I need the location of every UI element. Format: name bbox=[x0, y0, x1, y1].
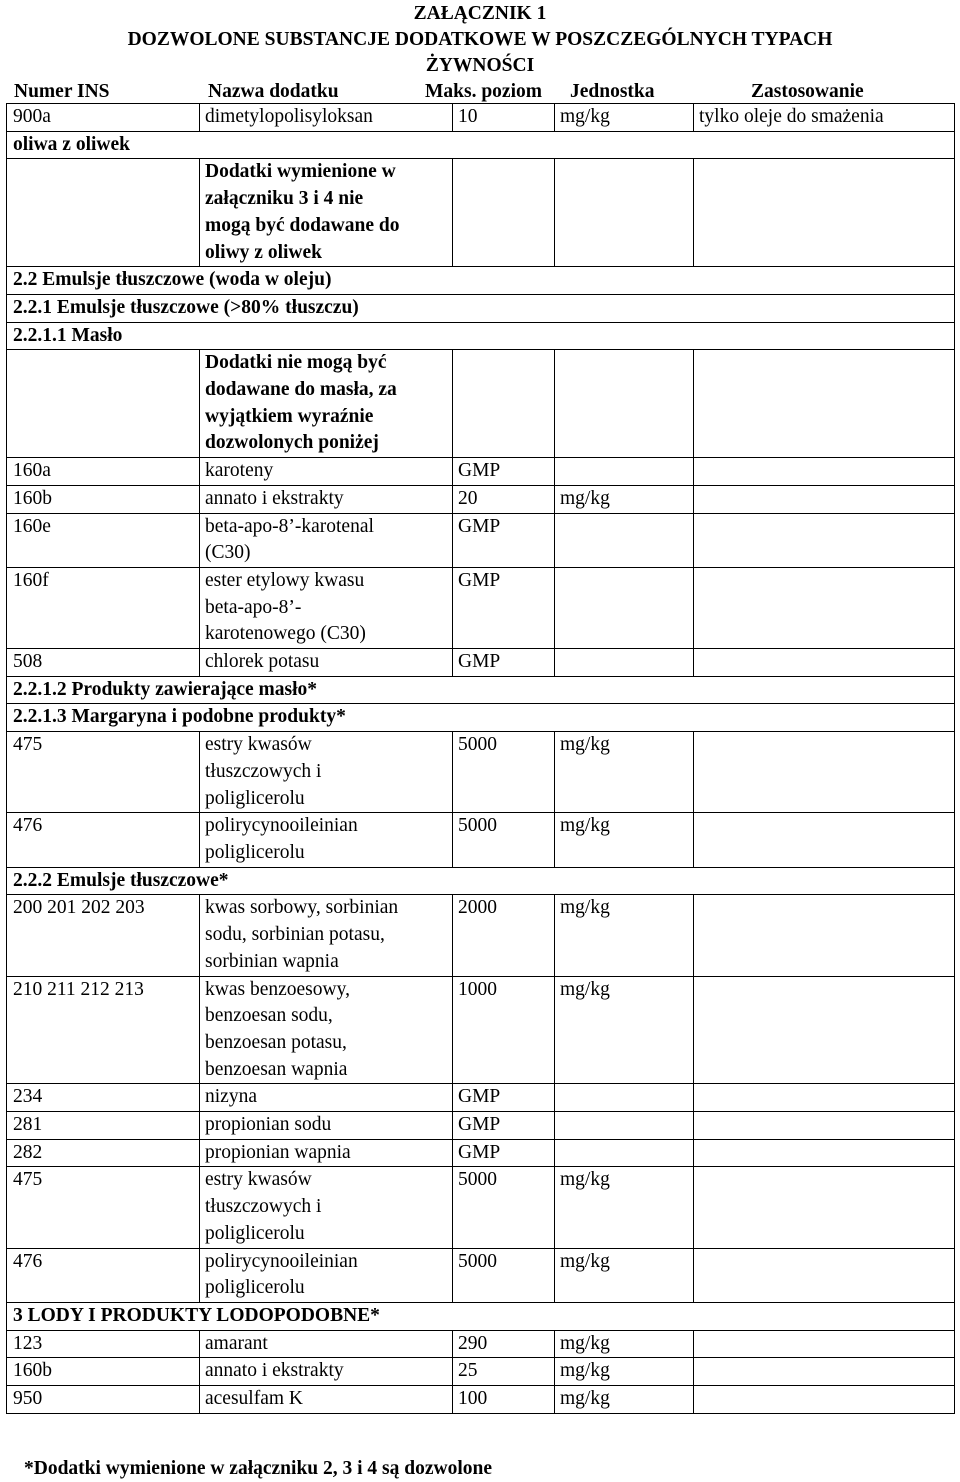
section-heading: 2.2.1.3 Margaryna i podobne produkty* bbox=[7, 704, 955, 732]
cell-ins: 508 bbox=[7, 649, 200, 677]
table-row bbox=[7, 485, 955, 513]
cell-level: GMP bbox=[453, 458, 555, 486]
section-heading: 2.2.1.2 Produkty zawierające masło* bbox=[7, 676, 955, 704]
cell-unit: mg/kg bbox=[555, 104, 694, 132]
cell-ins: 281 bbox=[7, 1112, 200, 1140]
cell-unit bbox=[555, 159, 694, 267]
footnote: *Dodatki wymienione w załączniku 2, 3 i 4 są dozwolone bbox=[24, 1458, 493, 1479]
table-row bbox=[7, 131, 955, 159]
doc-title: ZAŁĄCZNIK 1 bbox=[413, 3, 547, 24]
cell-ins: 160f bbox=[7, 567, 200, 648]
cell-use bbox=[694, 513, 955, 567]
table-row bbox=[7, 1248, 955, 1302]
cell-unit: mg/kg bbox=[555, 976, 694, 1084]
table-row bbox=[7, 1084, 955, 1112]
doc-subtitle: DOZWOLONE SUBSTANCJE DODATKOWE W POSZCZEGÓLNYCH TYPACH bbox=[127, 29, 833, 50]
cell-name: dimetylopolisyloksan bbox=[200, 104, 453, 132]
cell-level: 25 bbox=[453, 1358, 555, 1386]
cell-use bbox=[694, 1139, 955, 1167]
table-row bbox=[7, 267, 955, 295]
section-heading: 2.2.1.1 Masło bbox=[7, 322, 955, 350]
cell-use bbox=[694, 732, 955, 813]
doc-subtitle-2: ŻYWNOŚCI bbox=[425, 55, 535, 76]
table-row bbox=[7, 294, 955, 322]
cell-unit: mg/kg bbox=[555, 732, 694, 813]
cell-unit bbox=[555, 649, 694, 677]
table-row bbox=[7, 732, 955, 813]
table-row bbox=[7, 567, 955, 648]
cell-ins: 475 bbox=[7, 732, 200, 813]
note-text: Dodatki wymienione w załączniku 3 i 4 nie mogą być dodawane do oliwy z oliwek bbox=[200, 159, 453, 267]
additives-table-body bbox=[7, 104, 955, 1414]
cell-unit bbox=[555, 1084, 694, 1112]
cell-name: nizyna bbox=[200, 1084, 453, 1112]
cell-ins: 160a bbox=[7, 458, 200, 486]
cell-unit: mg/kg bbox=[555, 1330, 694, 1358]
table-row bbox=[7, 704, 955, 732]
cell-name: acesulfam K bbox=[200, 1386, 453, 1414]
cell-unit: mg/kg bbox=[555, 1167, 694, 1248]
cell-unit bbox=[555, 1139, 694, 1167]
table-row bbox=[7, 1112, 955, 1140]
table-row bbox=[7, 867, 955, 895]
cell-level: GMP bbox=[453, 567, 555, 648]
cell-unit bbox=[555, 513, 694, 567]
cell-level: GMP bbox=[453, 1084, 555, 1112]
cell-use bbox=[694, 976, 955, 1084]
cell-ins: 160b bbox=[7, 1358, 200, 1386]
cell-use bbox=[694, 1084, 955, 1112]
cell-unit: mg/kg bbox=[555, 813, 694, 867]
cell-unit bbox=[555, 350, 694, 458]
cell-name: kwas benzoesowy, benzoesan sodu, benzoesan potasu, benzoesan wapnia bbox=[200, 976, 453, 1084]
cell-level bbox=[453, 159, 555, 267]
cell-ins bbox=[7, 159, 200, 267]
cell-level: 100 bbox=[453, 1386, 555, 1414]
cell-level: GMP bbox=[453, 649, 555, 677]
table-row bbox=[7, 322, 955, 350]
table-row bbox=[7, 1167, 955, 1248]
cell-level: 10 bbox=[453, 104, 555, 132]
cell-ins: 160e bbox=[7, 513, 200, 567]
cell-name: chlorek potasu bbox=[200, 649, 453, 677]
cell-use bbox=[694, 1358, 955, 1386]
table-row bbox=[7, 813, 955, 867]
table-row bbox=[7, 895, 955, 976]
table-row bbox=[7, 649, 955, 677]
cell-name: kwas sorbowy, sorbinian sodu, sorbinian potasu, sorbinian wapnia bbox=[200, 895, 453, 976]
cell-unit: mg/kg bbox=[555, 1386, 694, 1414]
cell-level bbox=[453, 350, 555, 458]
cell-level: 2000 bbox=[453, 895, 555, 976]
cell-level: 5000 bbox=[453, 813, 555, 867]
cell-ins: 282 bbox=[7, 1139, 200, 1167]
cell-name: ester etylowy kwasu beta-apo-8’- karotenowego (C30) bbox=[200, 567, 453, 648]
cell-ins: 210 211 212 213 bbox=[7, 976, 200, 1084]
cell-name: estry kwasów tłuszczowych i poliglicerolu bbox=[200, 1167, 453, 1248]
cell-use bbox=[694, 1330, 955, 1358]
table-row bbox=[7, 513, 955, 567]
cell-name: estry kwasów tłuszczowych i poliglicerolu bbox=[200, 732, 453, 813]
section-heading: 2.2 Emulsje tłuszczowe (woda w oleju) bbox=[7, 267, 955, 295]
cell-use bbox=[694, 813, 955, 867]
cell-name: annato i ekstrakty bbox=[200, 485, 453, 513]
section-heading: 3 LODY I PRODUKTY LODOPODOBNE* bbox=[7, 1302, 955, 1330]
table-row bbox=[7, 976, 955, 1084]
cell-use bbox=[694, 485, 955, 513]
cell-unit bbox=[555, 567, 694, 648]
cell-ins bbox=[7, 350, 200, 458]
cell-level: 5000 bbox=[453, 1248, 555, 1302]
cell-use bbox=[694, 1112, 955, 1140]
cell-unit: mg/kg bbox=[555, 1358, 694, 1386]
cell-name: polirycynooileinian poliglicerolu bbox=[200, 813, 453, 867]
cell-level: 5000 bbox=[453, 1167, 555, 1248]
cell-unit: mg/kg bbox=[555, 1248, 694, 1302]
section-heading: oliwa z oliwek bbox=[7, 131, 955, 159]
section-heading: 2.2.2 Emulsje tłuszczowe* bbox=[7, 867, 955, 895]
cell-use bbox=[694, 350, 955, 458]
cell-level: 5000 bbox=[453, 732, 555, 813]
cell-level: GMP bbox=[453, 513, 555, 567]
cell-use bbox=[694, 649, 955, 677]
cell-name: beta-apo-8’-karotenal (C30) bbox=[200, 513, 453, 567]
cell-use bbox=[694, 1386, 955, 1414]
cell-level: GMP bbox=[453, 1112, 555, 1140]
table-row bbox=[7, 676, 955, 704]
col-header-unit: Jednostka bbox=[570, 81, 655, 102]
cell-use bbox=[694, 458, 955, 486]
col-header-ins: Numer INS bbox=[14, 81, 110, 102]
cell-ins: 160b bbox=[7, 485, 200, 513]
table-row bbox=[7, 1302, 955, 1330]
cell-use bbox=[694, 159, 955, 267]
cell-ins: 476 bbox=[7, 813, 200, 867]
cell-unit: mg/kg bbox=[555, 895, 694, 976]
col-header-level: Maks. poziom bbox=[425, 81, 542, 102]
cell-level: GMP bbox=[453, 1139, 555, 1167]
cell-ins: 900a bbox=[7, 104, 200, 132]
cell-unit bbox=[555, 458, 694, 486]
section-heading: 2.2.1 Emulsje tłuszczowe (>80% tłuszczu) bbox=[7, 294, 955, 322]
table-row bbox=[7, 458, 955, 486]
cell-use bbox=[694, 1248, 955, 1302]
table-row bbox=[7, 1386, 955, 1414]
table-row bbox=[7, 159, 955, 267]
cell-ins: 475 bbox=[7, 1167, 200, 1248]
table-row bbox=[7, 1358, 955, 1386]
col-header-name: Nazwa dodatku bbox=[208, 81, 339, 102]
cell-level: 20 bbox=[453, 485, 555, 513]
cell-name: amarant bbox=[200, 1330, 453, 1358]
cell-use bbox=[694, 1167, 955, 1248]
table-row bbox=[7, 104, 955, 132]
cell-unit: mg/kg bbox=[555, 485, 694, 513]
cell-name: polirycynooileinian poliglicerolu bbox=[200, 1248, 453, 1302]
cell-level: 1000 bbox=[453, 976, 555, 1084]
cell-name: annato i ekstrakty bbox=[200, 1358, 453, 1386]
cell-level: 290 bbox=[453, 1330, 555, 1358]
note-text: Dodatki nie mogą być dodawane do masła, za wyjątkiem wyraźnie dozwolonych poniżej bbox=[200, 350, 453, 458]
cell-use bbox=[694, 567, 955, 648]
cell-ins: 123 bbox=[7, 1330, 200, 1358]
cell-ins: 950 bbox=[7, 1386, 200, 1414]
table-row bbox=[7, 350, 955, 458]
cell-ins: 234 bbox=[7, 1084, 200, 1112]
cell-use: tylko oleje do smażenia bbox=[694, 104, 955, 132]
cell-name: karoteny bbox=[200, 458, 453, 486]
cell-ins: 200 201 202 203 bbox=[7, 895, 200, 976]
cell-ins: 476 bbox=[7, 1248, 200, 1302]
cell-name: propionian sodu bbox=[200, 1112, 453, 1140]
col-header-use: Zastosowanie bbox=[751, 81, 864, 102]
additives-table bbox=[6, 103, 955, 1414]
cell-use bbox=[694, 895, 955, 976]
cell-name: propionian wapnia bbox=[200, 1139, 453, 1167]
table-row bbox=[7, 1139, 955, 1167]
table-row bbox=[7, 1330, 955, 1358]
cell-unit bbox=[555, 1112, 694, 1140]
